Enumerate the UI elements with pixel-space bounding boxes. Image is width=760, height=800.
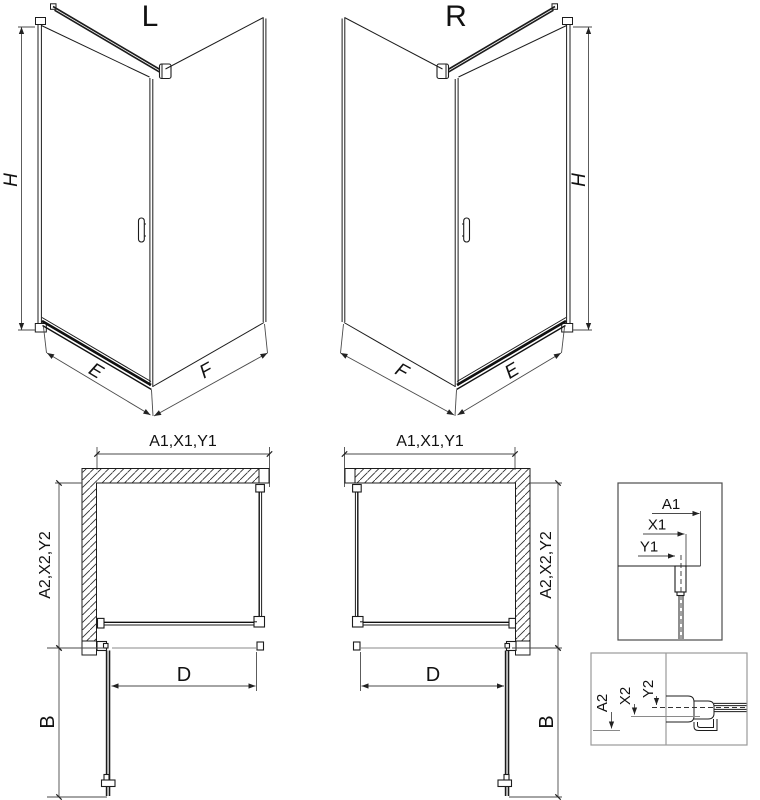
front-width-dimension <box>44 327 154 416</box>
plan-right-door-width-label: D <box>425 664 441 686</box>
side-width-label-left: F <box>196 359 217 384</box>
side-glass-panel <box>353 485 364 628</box>
detail1-x1-label: X1 <box>647 516 667 534</box>
door-width-dimension <box>361 652 505 691</box>
side-glass-panel <box>254 485 265 628</box>
door-handle <box>139 218 147 242</box>
door-handle <box>462 218 470 242</box>
plan-left-top-dim-label: A1,X1,Y1 <box>149 433 217 450</box>
side-width-dimension <box>154 324 268 416</box>
detail1-a1-label: A1 <box>661 496 681 513</box>
corner-connector <box>160 64 172 79</box>
wall-channel-profile <box>675 555 686 639</box>
detail-floor-profile-box <box>591 653 747 745</box>
plan-right-door-swing-label: B <box>536 715 558 729</box>
plan-right-side-dim-label: A2,X2,Y2 <box>538 531 555 599</box>
door-panel <box>41 26 152 388</box>
corner-connector <box>437 64 449 79</box>
height-dimension <box>569 27 592 330</box>
height-dim-label-right: H <box>569 173 590 187</box>
plan-right-top-dim-label: A1,X1,Y1 <box>396 433 464 450</box>
wall-hatch <box>345 469 530 656</box>
front-glass-panel <box>363 618 516 628</box>
wall-profile <box>35 18 46 333</box>
side-width-dimension <box>341 324 455 415</box>
front-width-label-left: E <box>84 359 107 384</box>
variant-right-label: R <box>445 0 467 33</box>
front-glass-panel <box>98 618 255 628</box>
front-width-dimension <box>455 327 565 416</box>
detail2-x2-label: X2 <box>617 686 634 706</box>
detail1-y1-label: Y1 <box>639 538 659 556</box>
detail-wall-profile-box <box>618 483 722 640</box>
plan-left-door-width-label: D <box>176 664 192 686</box>
left-3d-view <box>1 0 268 416</box>
door-panel <box>455 26 566 388</box>
door-width-dimension <box>112 652 257 691</box>
front-width-label-right: E <box>501 359 524 384</box>
height-dimension <box>1 27 35 330</box>
plan-left-door-swing-label: B <box>37 715 59 729</box>
right-3d-view <box>341 0 593 416</box>
height-dim-label-left: H <box>1 173 22 187</box>
detail2-y2-label: Y2 <box>640 679 657 699</box>
side-width-label-right: F <box>391 359 412 384</box>
right-plan-view <box>345 433 563 797</box>
left-plan-view <box>37 433 270 797</box>
detail2-a2-label: A2 <box>594 693 611 713</box>
wall-hatch <box>82 469 269 656</box>
plan-left-side-dim-label: A2,X2,Y2 <box>37 531 54 599</box>
variant-left-label: L <box>141 0 159 33</box>
